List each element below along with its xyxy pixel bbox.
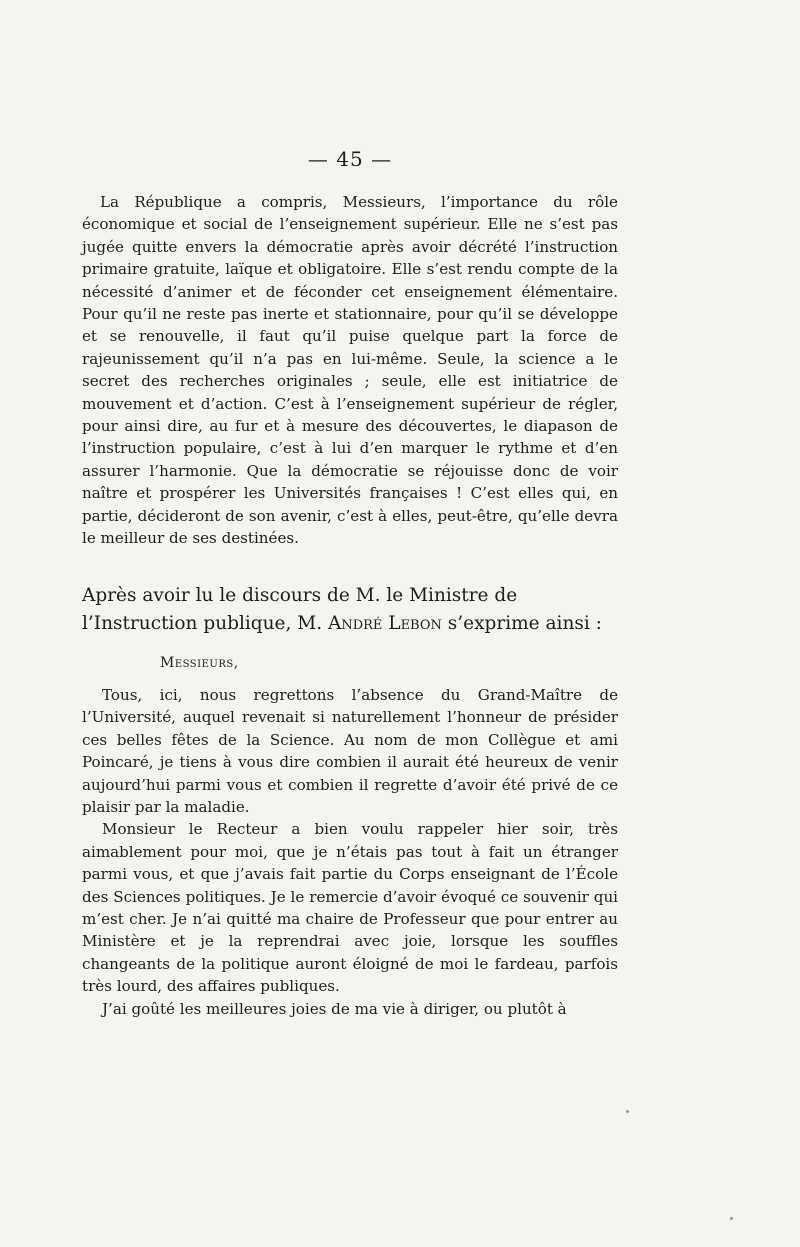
body-paragraph: [82, 191, 618, 550]
section-heading: [82, 582, 618, 638]
salutation: Messieurs,: [160, 655, 239, 671]
heading-text-end: s’exprime ainsi :: [441, 613, 602, 634]
speech-paragraph: Tous, ici, nous regrettons l’absence du Grand-Maître de l’Université, auquel revenait si naturellement l’honneur de présider ces belles fêtes de la Science. Au nom de mon Collègue et ami Poincaré, je tiens à vous dire combien il aurait été heureux de venir aujourd’hui parmi vous et combien il regrette d’avoir été privé de ce plaisir par la maladie.: [82, 686, 618, 817]
speech-text: [82, 684, 618, 1020]
paper-speck: [730, 1217, 733, 1220]
heading-text: Après avoir lu le discours de M. le Ministre de l’Instruction publique, M.: [82, 585, 518, 634]
speech-paragraph: J’ai goûté les meilleures joies de ma vie à diriger, ou plutôt à: [102, 999, 567, 1018]
speech-paragraph: Monsieur le Recteur a bien voulu rappeler hier soir, très aimablement pour moi, que je n’étais pas tout à fait un étranger parmi vous, et que j’avais fait partie du Corps enseignant de l’École des Sciences politiques. Je le remercie d’avoir évoqué ce souvenir qui m’est cher. Je n’ai quitté ma chaire de Professeur que pour entrer au Ministère et je la reprendrai avec joie, lorsque les souffles changeants de la politique auront éloigné de moi le fardeau, parfois très lourd, des affaires publiques.: [82, 820, 618, 996]
heading-name: André Lebon: [327, 613, 442, 634]
page-number: — 45 —: [307, 147, 393, 171]
paper-speck: [626, 1110, 629, 1113]
paragraph-text: La République a compris, Messieurs, l’importance du rôle économique et social de l’enseignement supérieur. Elle ne s’est pas jugée quitte envers la démocratie après avoir décrété l’instruction primaire gratuite, laïque et obligatoire. Elle s’est rendu compte de la nécessité d’animer et de féconder cet enseignement élémentaire. Pour qu’il ne reste pas inerte et stationnaire, pour qu’il se développe et se renouvelle, il faut qu’il puise quelque part la force de rajeunissement qu’il n’a pas en lui-même. Seule, la science a le secret des recherches originales ; seule, elle est initiatrice de mouvement et d’action. C’est à l’enseignement supérieur de régler, pour ainsi dire, au fur et à mesure des découvertes, le diapason de l’instruction populaire, c’est à lui d’en marquer le rythme et d’en assurer l’harmonie. Que la démocratie se réjouisse donc de voir naître et prospérer les Universités françaises ! C’est elles qui, en partie, décideront de son avenir, c’est à elles, peut-être, qu’elle devra le meilleur de ses destinées.: [82, 193, 618, 548]
